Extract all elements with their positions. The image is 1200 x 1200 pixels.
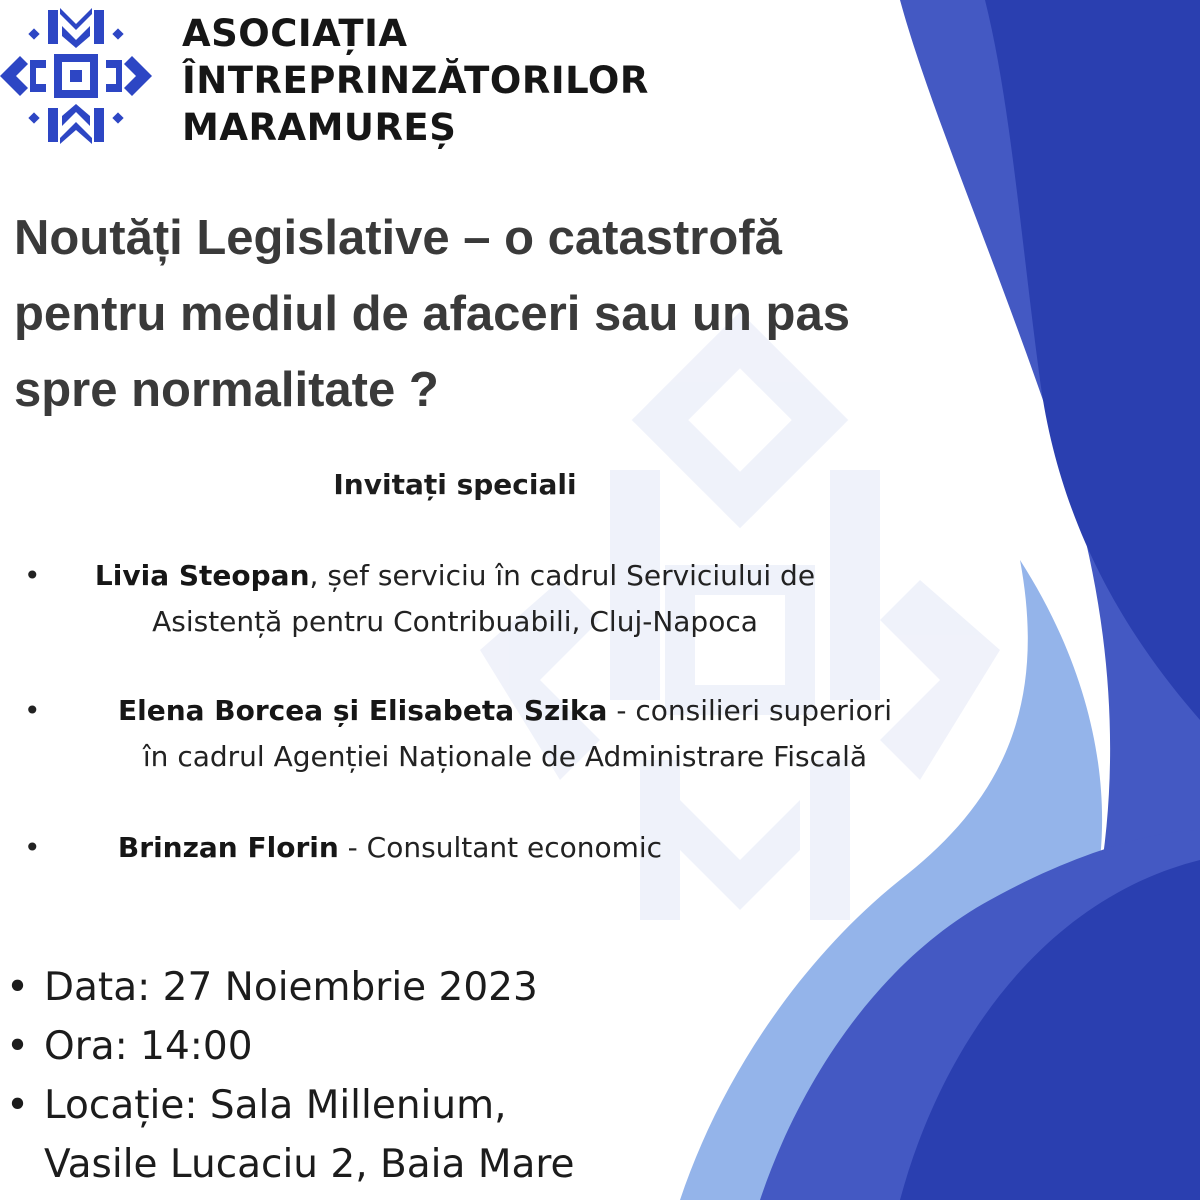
guest-1-name: Livia Steopan xyxy=(94,559,310,592)
guest-2-role: - consilieri superiori xyxy=(607,694,893,727)
event-date xyxy=(0,958,575,1017)
org-name-line-3: MARAMUREȘ xyxy=(182,106,457,149)
bullet-icon: • xyxy=(24,694,41,727)
guest-3-name: Brinzan Florin xyxy=(117,831,339,864)
event-headline: Noutăți Legislative – o catastrofă pentru mediul de afaceri sau un pas spre normalitate ? xyxy=(14,211,850,417)
org-name-line-1: ASOCIAȚIA xyxy=(182,12,408,55)
guest-item-2 xyxy=(0,688,980,780)
event-location-line-1: Locație: Sala Millenium, xyxy=(44,1083,507,1128)
event-date-text: Data: 27 Noiembrie 2023 xyxy=(44,965,538,1010)
guest-2-name: Elena Borcea și Elisabeta Szika xyxy=(117,694,608,727)
bullet-icon: • xyxy=(24,559,41,592)
event-details xyxy=(0,958,575,1194)
guest-1-role: , șef serviciu în cadrul Serviciului de xyxy=(309,559,816,592)
guests-section-title: Invitați speciali xyxy=(333,468,577,501)
right-darkest-shape xyxy=(985,0,1200,720)
guest-2-line-1 xyxy=(0,688,980,734)
guest-item-1 xyxy=(0,553,910,645)
bullet-icon: • xyxy=(6,1024,30,1069)
organization-name xyxy=(182,10,649,151)
event-location xyxy=(0,1076,575,1135)
guest-3-role: - Consultant economic xyxy=(338,831,663,864)
org-name-line-2: ÎNTREPRINZĂTORILOR xyxy=(182,59,649,102)
bullet-icon: • xyxy=(6,1083,30,1128)
bullet-icon: • xyxy=(6,965,30,1010)
event-location-line-2: Vasile Lucaciu 2, Baia Mare xyxy=(44,1142,575,1187)
guest-1-line-2: Asistență pentru Contribuabili, Cluj-Napoca xyxy=(152,605,758,638)
guest-1-line-1 xyxy=(0,553,910,599)
maramures-motif-logo-icon xyxy=(0,0,152,152)
guest-2-line-2: în cadrul Agenției Naționale de Administrare Fiscală xyxy=(142,740,868,773)
bullet-icon: • xyxy=(24,831,41,864)
guest-3-line-1 xyxy=(0,825,760,871)
event-time xyxy=(0,1017,575,1076)
event-time-text: Ora: 14:00 xyxy=(44,1024,253,1069)
event-location-cont xyxy=(0,1135,575,1194)
guest-item-3 xyxy=(0,825,760,871)
